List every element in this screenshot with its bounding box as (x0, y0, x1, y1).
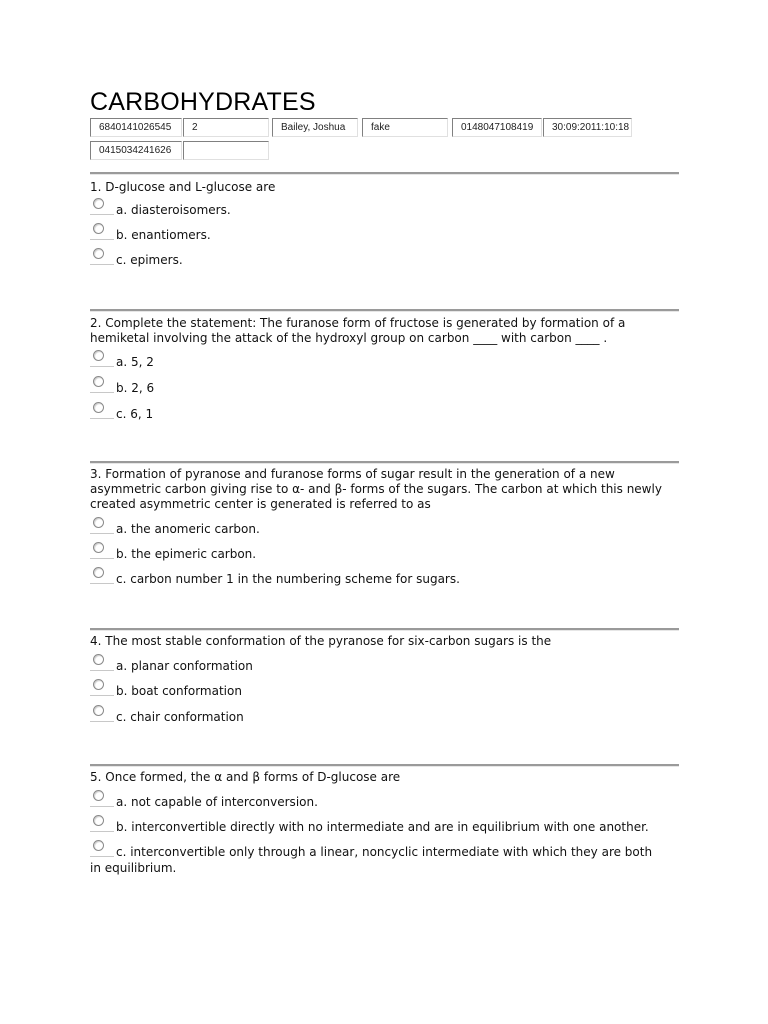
code-field[interactable]: 0148047108419 (452, 118, 542, 137)
divider (90, 721, 114, 722)
divider (90, 366, 114, 367)
divider (90, 764, 679, 767)
page-title: CARBOHYDRATES (90, 88, 316, 116)
radio-button[interactable] (93, 517, 104, 528)
divider (90, 239, 114, 240)
divider (90, 806, 114, 807)
option-a[interactable] (90, 790, 690, 814)
option-c[interactable] (90, 705, 690, 729)
question-text: 4. The most stable conformation of the pyranose for six-carbon sugars is the (90, 634, 552, 648)
option-b[interactable] (90, 679, 690, 703)
divider (90, 533, 114, 534)
option-label: b. interconvertible directly with no intermediate and are in equilibrium with one another. (116, 820, 649, 834)
option-b[interactable] (90, 815, 690, 839)
attempt-field[interactable]: 2 (183, 118, 269, 137)
radio-button[interactable] (93, 654, 104, 665)
option-label: a. planar conformation (116, 659, 253, 673)
option-label: c. chair conformation (116, 710, 244, 724)
divider (90, 172, 679, 175)
divider (90, 392, 114, 393)
id-field[interactable]: 6840141026545 (90, 118, 182, 137)
status-field[interactable]: fake (362, 118, 448, 137)
option-label: b. 2, 6 (116, 381, 155, 395)
option-a[interactable] (90, 198, 690, 222)
question-text: 5. Once formed, the α and β forms of D-glucose are (90, 770, 401, 784)
option-label: a. 5, 2 (116, 355, 154, 369)
option-a[interactable] (90, 654, 690, 678)
radio-button[interactable] (93, 679, 104, 690)
option-label: c. interconvertible only through a linear, noncyclic intermediate with which they are both in equilibrium. (90, 845, 653, 875)
radio-button[interactable] (93, 815, 104, 826)
option-label: a. not capable of interconversion. (116, 795, 318, 809)
divider (90, 418, 114, 419)
radio-button[interactable] (93, 567, 104, 578)
divider (90, 831, 114, 832)
question-text: 2. Complete the statement: The furanose form of fructose is generated by formation of a hemiketal involving the attack of the hydroxyl group on carbon ____ with carbon ____ . (90, 316, 626, 345)
divider (90, 695, 114, 696)
radio-button[interactable] (93, 223, 104, 234)
option-b[interactable] (90, 376, 690, 400)
option-label: a. diasteroisomers. (116, 203, 231, 217)
divider (90, 558, 114, 559)
option-label: b. boat conformation (116, 684, 242, 698)
divider (90, 461, 679, 464)
option-a[interactable] (90, 517, 690, 541)
divider (90, 670, 114, 671)
radio-button[interactable] (93, 542, 104, 553)
radio-button[interactable] (93, 350, 104, 361)
radio-button[interactable] (93, 790, 104, 801)
student-name-field[interactable]: Bailey, Joshua (272, 118, 358, 137)
divider (90, 264, 114, 265)
timestamp-field[interactable]: 30:09:2011:10:18 (543, 118, 632, 137)
divider (90, 583, 114, 584)
option-label: b. enantiomers. (116, 228, 211, 242)
radio-button[interactable] (93, 705, 104, 716)
radio-button[interactable] (93, 248, 104, 259)
option-label: b. the epimeric carbon. (116, 547, 257, 561)
divider (90, 628, 679, 631)
question-text: 1. D-glucose and L-glucose are (90, 180, 276, 194)
option-a[interactable] (90, 350, 690, 374)
option-label: c. carbon number 1 in the numbering scheme for sugars. (116, 572, 460, 586)
divider (90, 214, 114, 215)
radio-button[interactable] (93, 198, 104, 209)
divider (90, 309, 679, 312)
question-text: 3. Formation of pyranose and furanose forms of sugar result in the generation of a new asymmetric carbon giving rise to α- and β- forms of the sugars. The carbon at which this newly created asymmetric center is generated is referred to as (90, 467, 662, 511)
radio-button[interactable] (93, 376, 104, 387)
blank-field[interactable] (183, 141, 269, 160)
option-c[interactable] (90, 567, 690, 591)
option-c[interactable] (90, 248, 690, 272)
option-label: c. 6, 1 (116, 407, 154, 421)
option-label: a. the anomeric carbon. (116, 522, 260, 536)
option-b[interactable] (90, 542, 690, 566)
second-id-field[interactable]: 0415034241626 (90, 141, 182, 160)
radio-button[interactable] (93, 402, 104, 413)
option-label: c. epimers. (116, 253, 183, 267)
option-c[interactable] (90, 840, 690, 880)
option-b[interactable] (90, 223, 690, 247)
option-c[interactable] (90, 402, 690, 426)
